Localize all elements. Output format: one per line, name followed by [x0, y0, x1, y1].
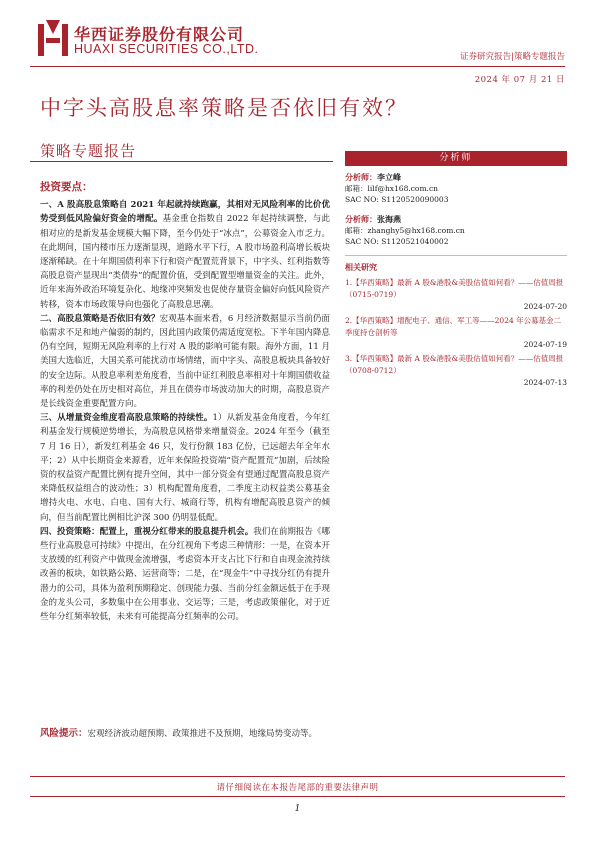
point-3-text: 1）从新发基金角度看，今年红利基金发行规模逆势增长，为高股息风格带来增量资金。2024 年至今（截至 7 月 16 日），新发红利基金 46 只，发行份额 183 亿份，已远超去年全年水平；2）从中长期资金来源看，近年来保险投资端“资产配置荒”加剧，后续险资的权益资产配置比例有提升空间，其中一部分资金有望通过配置高股息资产来降低权益组合的波动性；3）机构配置角度看，二季度主动权益类公募基金增持火电、水电、白电、国有大行、城商行等，机构有增配高股息资产的倾向，但当前配置比例相比沪深 300 仍明显低配。	[40, 413, 330, 523]
point-4-text: 我们在前期报告《哪些行业高股息可持续》中提出，在分红视角下考虑三种情形：一是，在资本开支放缓的红利资产中做现金流增强，考虑资本开支占比下行和自由现金流持续改善的板块，如铁路公路、运营商等；二是，在“现金牛”中寻找分红仍有提升潜力的公司，具体为盈利预期稳定、创现能力强、当前分红金额远低于在手现金的龙头公司，多数集中在公用事业、交运等；三是，考虑政策催化，对于近些年分红频率较低，未来有可能提高分红频率的公司。	[40, 526, 330, 623]
related-report-date: 2024-07-20	[523, 302, 567, 311]
point-3	[40, 411, 330, 525]
related-report-link[interactable]: 3.【华西策略】最新 A 股&港股&美股估值如何看？——估值周报（0708-0712）	[345, 354, 564, 375]
report-date: 2024 年 07 月 21 日	[474, 75, 565, 85]
point-1	[40, 198, 330, 312]
page-number: 1	[294, 804, 301, 814]
related-report-date: 2024-07-13	[523, 378, 567, 387]
analyst-card	[345, 172, 567, 205]
analyst-email[interactable]: 邮箱：lilf@hx168.com.cn	[345, 184, 438, 193]
analyst-card	[345, 214, 567, 247]
subtitle-divider	[30, 161, 333, 162]
analyst-name: 李立峰	[377, 172, 401, 182]
company-logo-icon	[38, 20, 68, 56]
point-1-bold: 一、A 股高股息策略自 2021 年起就持续跑赢，其相对无风险利率的比价优势受到低风险偏好资金的增配。	[40, 200, 330, 225]
analyst-email[interactable]: 邮箱：zhanghy5@hx168.com.cn	[345, 226, 465, 235]
point-4	[40, 525, 330, 624]
legal-notice: 请仔细阅读在本报告尾部的重要法律声明	[216, 783, 379, 793]
analyst-header: 分析师	[345, 151, 567, 166]
risk-text: 宏观经济波动超预期、政策推进不及预期，地缘局势变动等。	[87, 729, 318, 739]
point-1-text: 基金重仓指数自 2022 年起持续调整，与此相对应的是新发基金规模大幅下降，至今仍处于“冰点”，公募资金入市乏力。在此期间，国内楼市压力逐渐显现，道路水平下行，A 股市场盈利高增长板块逐渐稀缺。在十年期国债利率下行和资产配置荒背景下，中字头、红利指数等高股息资产显现出“类债券”的配置价值，受到配置型增量资金的关注。此外，近年来海外政治环境复杂化、地缘冲突频发也促使存量资金偏好向低风险资产转移，资本市场政策导向也强化了高股息思潮。	[40, 214, 330, 310]
analyst-label: 分析师：	[345, 172, 377, 182]
related-report-link[interactable]: 2.【华西策略】增配电子、通信、军工等——2024 年公募基金二季度持仓剖析等	[345, 316, 562, 337]
company-name-en: HUAXI SECURITIES CO.,LTD.	[74, 42, 259, 56]
analyst-name-line	[345, 214, 567, 225]
related-report-link[interactable]: 1.【华西策略】最新 A 股&港股&美股估值如何看？——估值周报（0715-0719）	[345, 278, 564, 299]
report-title: 中字头高股息率策略是否依旧有效？	[40, 96, 408, 120]
risk-warning	[40, 727, 330, 741]
footer-divider-top	[30, 776, 565, 777]
point-2-text: 宏观基本面来看，6 月经济数据显示当前仍面临需求不足和地产偏弱的制约，因此国内政策仍需适度宽松。下半年国内降息仍有空间，短期无风险利率的上行对 A 股的影响可能有限。海外方面，11 月美国大选临近，大国关系可能扰动市场情绪，而中字头、高股息板块具备较好的安全边际。从股息率利差角度看，当前中证红利股息率相对十年期国债收益率的利差仍处在历史相对高位，并且在债券市场波动加大的时期，高股息资产是长线资金重要配置方向。	[40, 313, 330, 410]
point-2	[40, 312, 330, 411]
related-research-title: 相关研究	[345, 262, 377, 272]
analyst-sac: SAC NO: S1120520090003	[345, 195, 449, 204]
header-divider	[30, 66, 565, 67]
sidebar-divider	[345, 255, 567, 256]
point-4-bold: 四、投资策略：配置上，重视分红带来的股息提升机会。	[40, 526, 254, 537]
analyst-sac: SAC NO: S1120521040002	[345, 237, 449, 246]
point-3-bold: 三、从增量资金维度看高股息策略的持续性。	[40, 413, 213, 424]
related-report-date: 2024-07-19	[523, 340, 567, 349]
sidebar	[345, 151, 567, 391]
investment-highlights	[40, 180, 330, 624]
point-2-bold: 二、高股息策略是否依旧有效？	[40, 313, 160, 324]
analyst-label: 分析师：	[345, 214, 377, 224]
risk-label: 风险提示：	[40, 728, 88, 739]
highlights-heading: 投资要点：	[40, 181, 93, 193]
company-name-cn: 华西证券股份有限公司	[74, 25, 245, 44]
footer-divider-bottom	[30, 796, 565, 797]
analyst-name: 张海燕	[377, 214, 401, 224]
report-categories: 证券研究报告|策略专题报告	[460, 52, 565, 62]
report-subtitle: 策略专题报告	[40, 142, 137, 160]
analyst-name-line	[345, 172, 567, 183]
